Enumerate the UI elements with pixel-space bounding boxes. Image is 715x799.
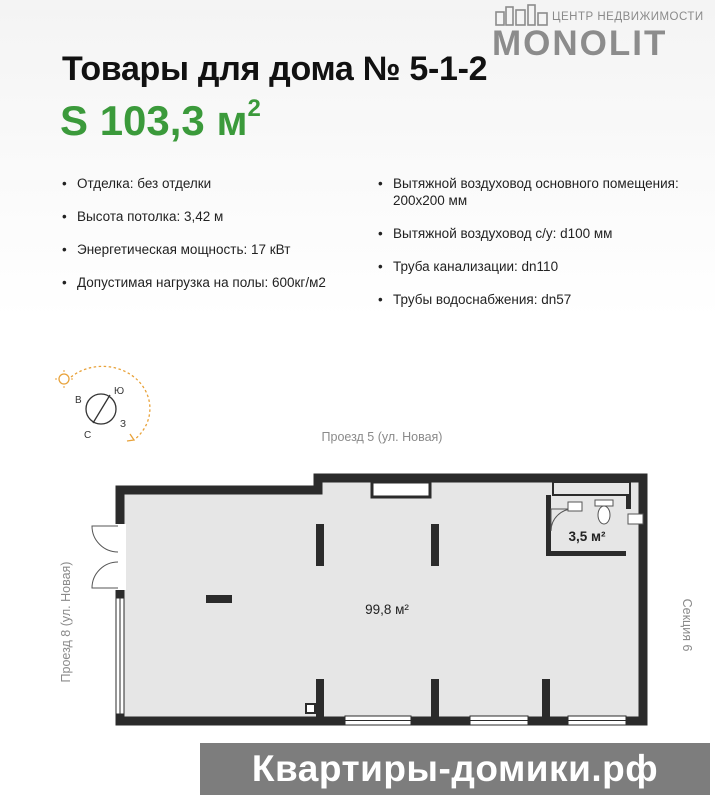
brand-tagline: ЦЕНТР НЕДВИЖИМОСТИ	[552, 11, 704, 23]
wc-toilet	[598, 506, 610, 524]
spec-item: • Энергетическая мощность: 17 кВт	[62, 241, 352, 258]
specs-list-right	[378, 175, 688, 324]
wc-ceiling-box	[553, 482, 630, 495]
column	[206, 595, 232, 603]
sun-rays	[55, 370, 73, 388]
spec-item: • Вытяжной воздуховод основного помещения: 200х200 мм	[378, 175, 688, 209]
city-skyline-icon	[492, 4, 552, 26]
compass-label-n: Ю	[114, 386, 125, 397]
sun-icon	[59, 374, 69, 384]
spec-item: • Труба канализации: dn110	[378, 258, 688, 275]
page-title: Товары для дома № 5-1-2	[62, 50, 488, 88]
area-value	[60, 97, 261, 145]
column	[316, 679, 324, 719]
wc-toilet-tank	[595, 500, 613, 506]
right-section-label: Секция 6	[680, 598, 694, 652]
left-street-label: Проезд 8 (ул. Новая)	[59, 561, 73, 683]
spec-item: • Допустимая нагрузка на полы: 600кг/м2	[62, 274, 352, 291]
column	[431, 679, 439, 719]
area-unit-sup: 2	[247, 95, 261, 122]
brand-wordmark: MONOLIT	[492, 24, 668, 63]
wc-sink	[568, 502, 582, 511]
compass-needle	[93, 395, 110, 423]
entrance-door	[92, 524, 126, 590]
watermark: Квартиры-домики.рф	[200, 743, 710, 795]
compass-label-s: С	[84, 430, 92, 441]
brand-logo	[490, 4, 715, 63]
main-room-area: 99,8 м²	[365, 602, 409, 617]
compass-label-e: З	[120, 419, 127, 430]
wc-opening	[628, 514, 643, 524]
column	[542, 679, 550, 719]
wc-partition-wall	[546, 495, 551, 555]
area-prefix: S	[60, 97, 89, 144]
column-box	[306, 704, 315, 713]
plan-walls	[120, 478, 643, 721]
column	[431, 524, 439, 566]
specs-list-left	[62, 175, 352, 307]
wc-bottom-wall	[546, 551, 626, 556]
floor-plan	[0, 420, 715, 740]
outer-wall	[120, 478, 643, 721]
wc-side-stub	[626, 495, 631, 509]
area-number: 103,3 м	[99, 97, 248, 144]
column	[316, 524, 324, 566]
top-street-label: Проезд 5 (ул. Новая)	[321, 430, 443, 444]
wc-area: 3,5 м²	[568, 529, 606, 544]
spec-item: • Вытяжной воздуховод с/у: d100 мм	[378, 225, 688, 242]
door-opening	[114, 524, 126, 590]
compass-label-w: В	[75, 395, 82, 406]
spec-item: • Трубы водоснабжения: dn57	[378, 291, 688, 308]
spec-item: • Высота потолка: 3,42 м	[62, 208, 352, 225]
spec-item: • Отделка: без отделки	[62, 175, 352, 192]
wall-niche	[372, 482, 430, 497]
